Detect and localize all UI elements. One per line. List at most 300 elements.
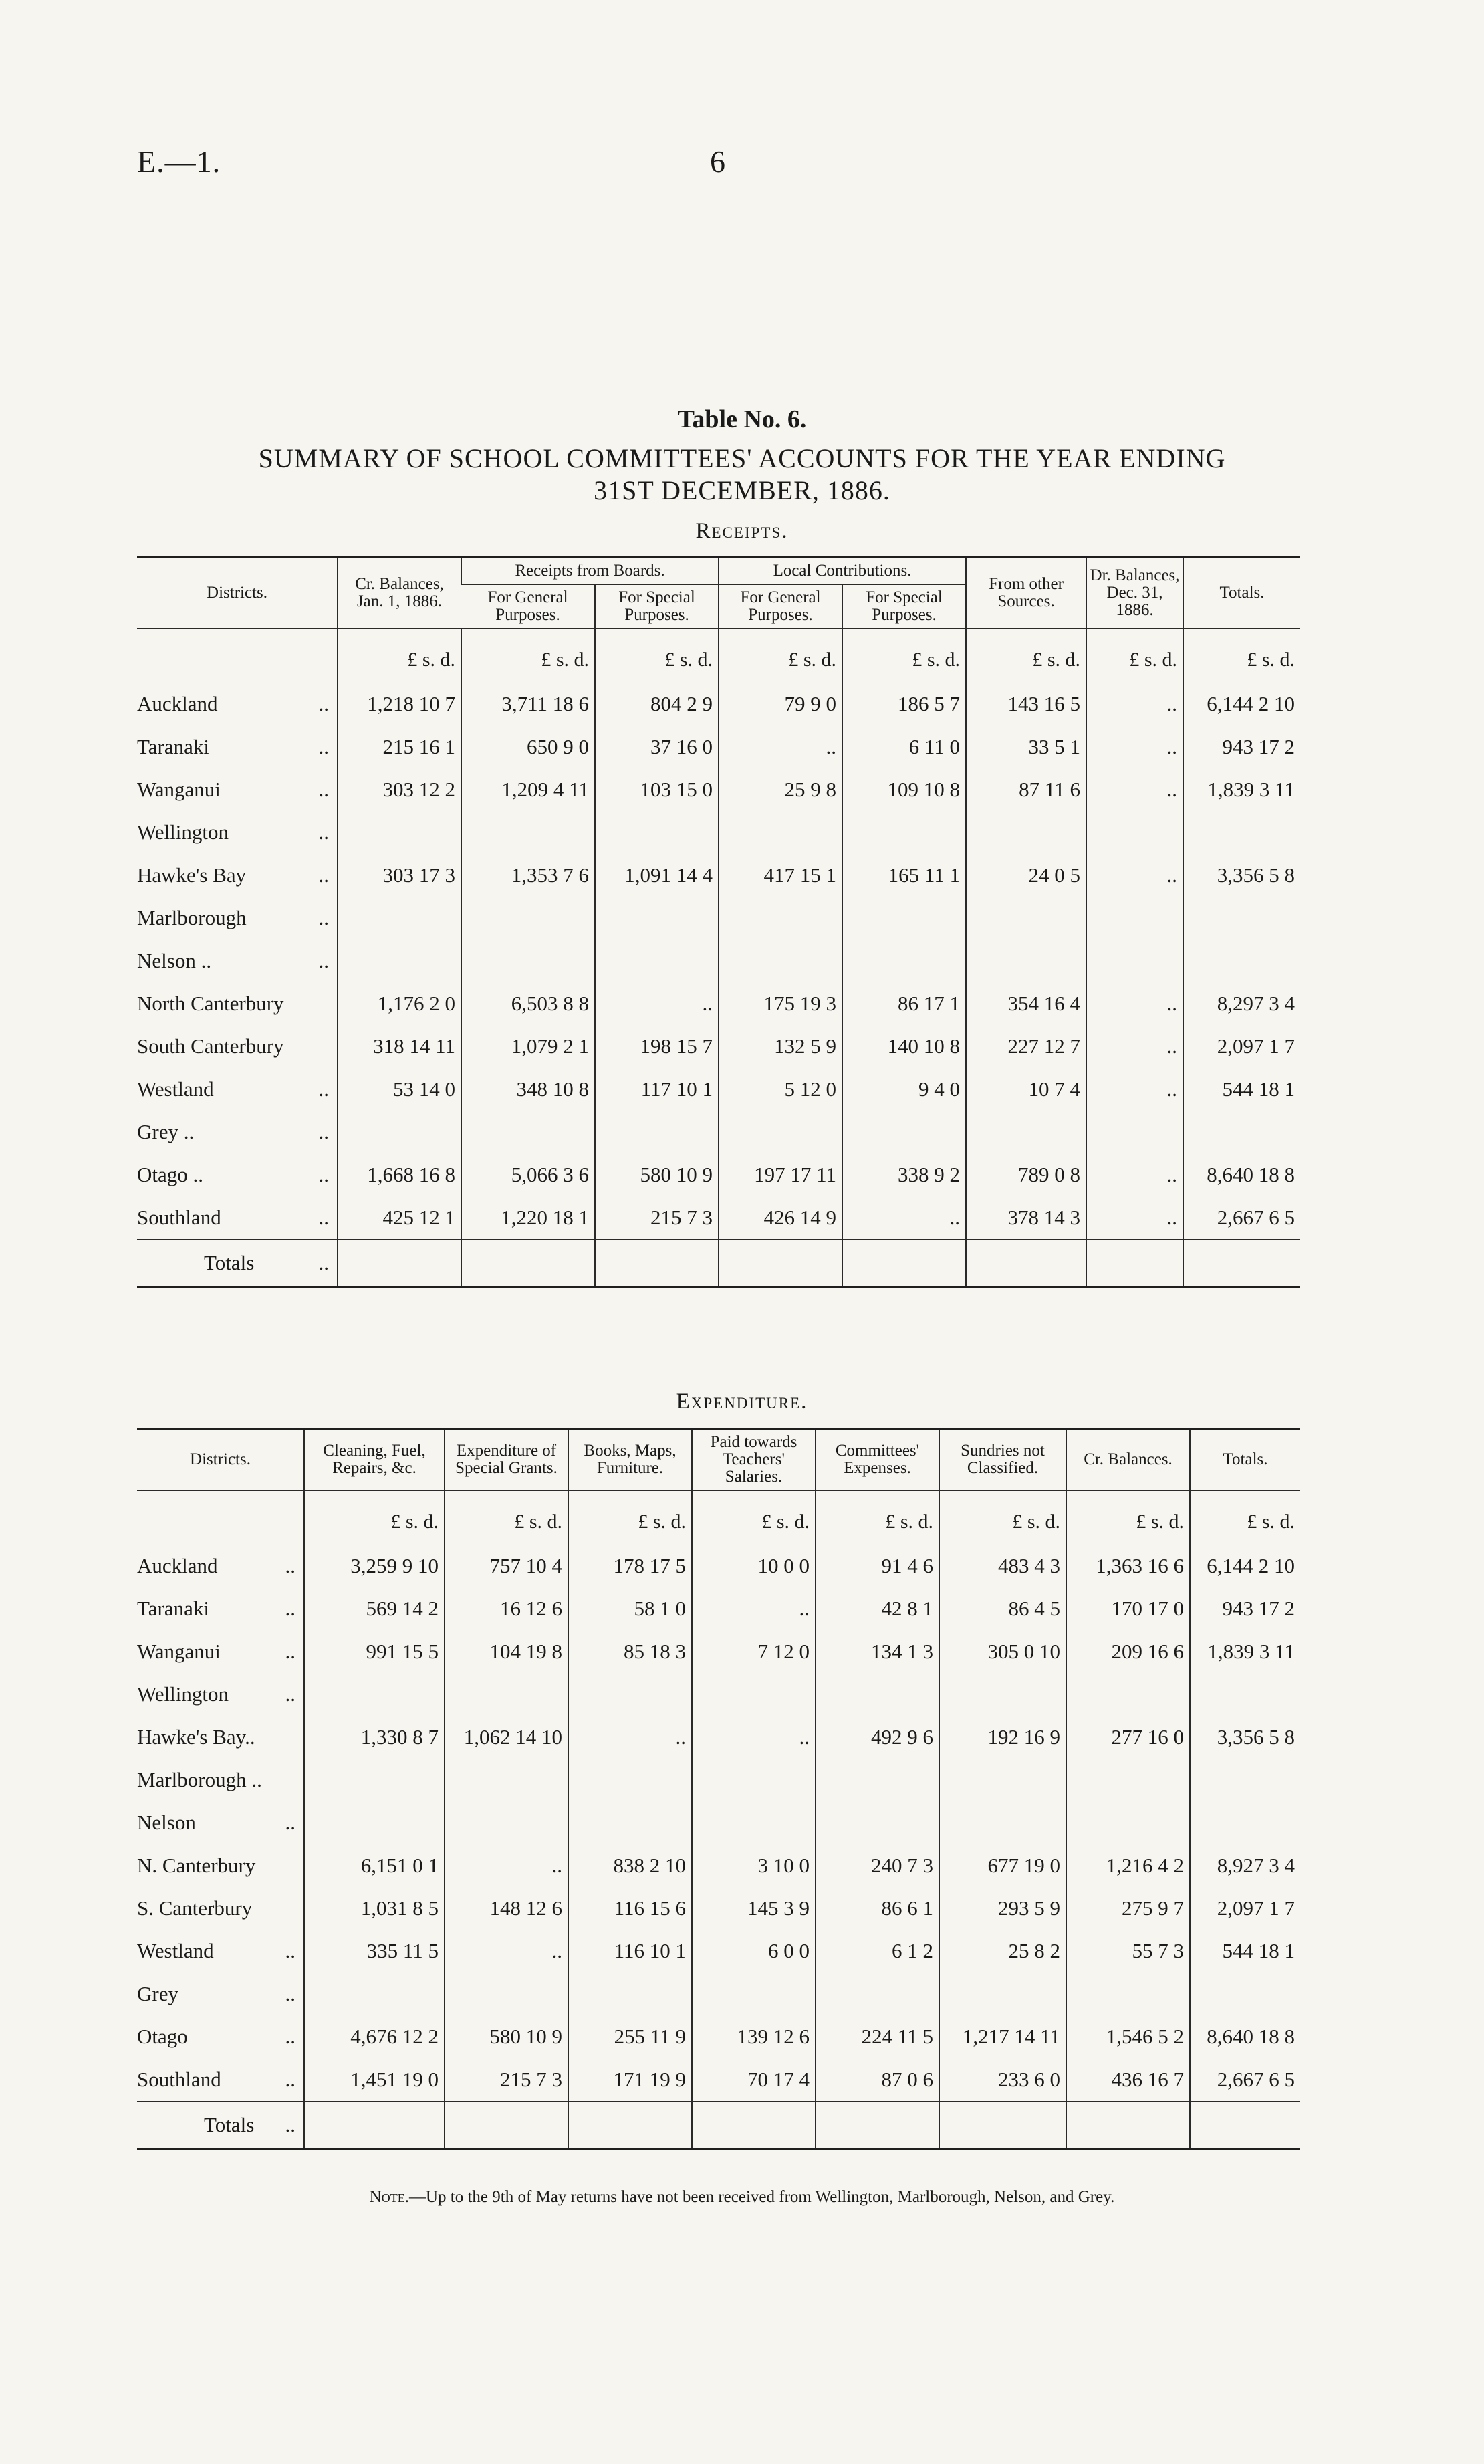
amount-cell: 677 19 0 (939, 1844, 1066, 1887)
amount-cell (338, 939, 461, 982)
district-name: Otago .. (137, 1163, 204, 1186)
amount-cell (1190, 1973, 1300, 2015)
expenditure-header-books: Books, Maps, Furniture. (568, 1429, 692, 1491)
amount-cell: .. (595, 982, 719, 1025)
amount-cell (461, 811, 595, 854)
leader-dots: .. (318, 778, 329, 801)
amount-cell: 544 18 1 (1183, 1068, 1300, 1111)
amount-cell (966, 939, 1086, 982)
unit-label: £ s. d. (595, 629, 719, 683)
amount-cell (1190, 1673, 1300, 1716)
totals-empty-cell (338, 1240, 461, 1287)
leader-dots: .. (285, 2113, 295, 2136)
amount-cell: 33 5 1 (966, 725, 1086, 768)
amount-cell: 436 16 7 (1066, 2058, 1190, 2102)
amount-cell: .. (1086, 683, 1183, 725)
amount-cell: 348 10 8 (461, 1068, 595, 1111)
district-name: Taranaki (137, 1597, 209, 1620)
amount-cell (939, 1801, 1066, 1844)
table-row (137, 854, 1300, 897)
amount-cell (939, 1759, 1066, 1801)
unit-label: £ s. d. (966, 629, 1086, 683)
amount-cell: 1,668 16 8 (338, 1153, 461, 1196)
district-name: Auckland (137, 1554, 218, 1577)
amount-cell: 757 10 4 (445, 1545, 568, 1587)
amount-cell: 378 14 3 (966, 1196, 1086, 1240)
receipts-header-cr-balances: Cr. Balances, Jan. 1, 1886. (338, 558, 461, 629)
amount-cell (338, 1111, 461, 1153)
amount-cell: .. (1086, 982, 1183, 1025)
amount-cell: .. (719, 725, 842, 768)
district-name: Southland (137, 1206, 221, 1229)
amount-cell: 1,330 8 7 (304, 1716, 445, 1759)
amount-cell (445, 1973, 568, 2015)
totals-row (137, 1240, 1300, 1287)
amount-cell (966, 811, 1086, 854)
amount-cell: 8,927 3 4 (1190, 1844, 1300, 1887)
amount-cell: 1,546 5 2 (1066, 2015, 1190, 2058)
amount-cell: 1,031 8 5 (304, 1887, 445, 1930)
district-cell (137, 683, 338, 725)
amount-cell: 3,356 5 8 (1183, 854, 1300, 897)
amount-cell: 10 0 0 (692, 1545, 816, 1587)
table-row (137, 1153, 1300, 1196)
amount-cell: 838 2 10 (568, 1844, 692, 1887)
expenditure-header-committees: Committees' Expenses. (816, 1429, 939, 1491)
amount-cell: 2,097 1 7 (1190, 1887, 1300, 1930)
district-cell (137, 2058, 304, 2102)
table-row (137, 1716, 1300, 1759)
amount-cell: 25 8 2 (939, 1930, 1066, 1973)
expenditure-header-teachers: Paid towards Teachers' Salaries. (692, 1429, 816, 1491)
amount-cell: 293 5 9 (939, 1887, 1066, 1930)
amount-cell: 483 4 3 (939, 1545, 1066, 1587)
amount-cell (842, 1111, 966, 1153)
expenditure-header-districts: Districts. (137, 1429, 304, 1491)
amount-cell: 224 11 5 (816, 2015, 939, 2058)
amount-cell: 86 6 1 (816, 1887, 939, 1930)
amount-cell: 354 16 4 (966, 982, 1086, 1025)
expenditure-units-row (137, 1490, 1300, 1545)
district-name: Otago (137, 2025, 188, 2048)
amount-cell: 91 4 6 (816, 1545, 939, 1587)
amount-cell: 789 0 8 (966, 1153, 1086, 1196)
amount-cell: 109 10 8 (842, 768, 966, 811)
amount-cell: 3,259 9 10 (304, 1545, 445, 1587)
amount-cell: .. (692, 1716, 816, 1759)
amount-cell (1066, 1973, 1190, 2015)
amount-cell: 303 12 2 (338, 768, 461, 811)
district-cell (137, 1930, 304, 1973)
unit-label: £ s. d. (461, 629, 595, 683)
district-cell (137, 1153, 338, 1196)
district-cell (137, 1844, 304, 1887)
district-cell (137, 1196, 338, 1240)
amount-cell: 116 10 1 (568, 1930, 692, 1973)
totals-empty-cell (595, 1240, 719, 1287)
amount-cell: 6 11 0 (842, 725, 966, 768)
amount-cell: 1,176 2 0 (338, 982, 461, 1025)
expenditure-header-totals: Totals. (1190, 1429, 1300, 1491)
table-row (137, 1973, 1300, 2015)
summary-title-line-1: SUMMARY OF SCHOOL COMMITTEES' ACCOUNTS FOR THE YEAR ENDING (258, 443, 1226, 473)
amount-cell (1190, 1801, 1300, 1844)
receipts-header-districts: Districts. (137, 558, 338, 629)
amount-cell (568, 1759, 692, 1801)
table-row (137, 939, 1300, 982)
amount-cell: 8,640 18 8 (1183, 1153, 1300, 1196)
amount-cell (445, 1801, 568, 1844)
amount-cell: 6,144 2 10 (1190, 1545, 1300, 1587)
amount-cell (1183, 811, 1300, 854)
totals-empty-cell (816, 2102, 939, 2149)
table-row (137, 2058, 1300, 2102)
amount-cell: 425 12 1 (338, 1196, 461, 1240)
district-cell (137, 1111, 338, 1153)
totals-empty-cell (939, 2102, 1066, 2149)
table-row (137, 768, 1300, 811)
amount-cell (1183, 897, 1300, 939)
leader-dots: .. (285, 1982, 295, 2005)
leader-dots: .. (318, 692, 329, 715)
district-cell (137, 1673, 304, 1716)
amount-cell: 58 1 0 (568, 1587, 692, 1630)
table-row (137, 1759, 1300, 1801)
amount-cell: .. (1086, 725, 1183, 768)
table-row (137, 1673, 1300, 1716)
amount-cell: 335 11 5 (304, 1930, 445, 1973)
receipts-header-boards-special: For Special Purposes. (595, 584, 719, 629)
district-cell (137, 939, 338, 982)
amount-cell: 25 9 8 (719, 768, 842, 811)
amount-cell (966, 897, 1086, 939)
amount-cell: 7 12 0 (692, 1630, 816, 1673)
amount-cell: 650 9 0 (461, 725, 595, 768)
amount-cell: 1,079 2 1 (461, 1025, 595, 1068)
district-cell (137, 982, 338, 1025)
amount-cell (304, 1759, 445, 1801)
unit-label: £ s. d. (719, 629, 842, 683)
amount-cell: 10 7 4 (966, 1068, 1086, 1111)
amount-cell: 4,676 12 2 (304, 2015, 445, 2058)
amount-cell: 143 16 5 (966, 683, 1086, 725)
totals-empty-cell (1183, 1240, 1300, 1287)
amount-cell: 171 19 9 (568, 2058, 692, 2102)
amount-cell: .. (1086, 1196, 1183, 1240)
receipts-header-other-sources: From other Sources. (966, 558, 1086, 629)
amount-cell (568, 1973, 692, 2015)
units-blank (137, 629, 338, 683)
amount-cell: 37 16 0 (595, 725, 719, 768)
amount-cell (1190, 1759, 1300, 1801)
receipts-header-dr-balances: Dr. Balances, Dec. 31, 1886. (1086, 558, 1183, 629)
amount-cell: 85 18 3 (568, 1630, 692, 1673)
amount-cell: 165 11 1 (842, 854, 966, 897)
totals-label: Totals (204, 1251, 255, 1274)
table-row (137, 1844, 1300, 1887)
amount-cell: 943 17 2 (1183, 725, 1300, 768)
amount-cell: 1,220 18 1 (461, 1196, 595, 1240)
amount-cell: 55 7 3 (1066, 1930, 1190, 1973)
expenditure-section-title: Expenditure. (676, 1389, 808, 1414)
district-name: Nelson .. (137, 949, 212, 972)
district-name: Wellington (137, 820, 229, 844)
amount-cell: 3,356 5 8 (1190, 1716, 1300, 1759)
unit-label: £ s. d. (1183, 629, 1300, 683)
amount-cell (445, 1673, 568, 1716)
amount-cell: 8,297 3 4 (1183, 982, 1300, 1025)
amount-cell: 53 14 0 (338, 1068, 461, 1111)
amount-cell: 175 19 3 (719, 982, 842, 1025)
amount-cell: 79 9 0 (719, 683, 842, 725)
district-name: Grey .. (137, 1120, 195, 1143)
table-row (137, 1545, 1300, 1587)
district-name: Auckland (137, 692, 218, 715)
unit-label: £ s. d. (304, 1490, 445, 1545)
totals-label-cell (137, 2102, 304, 2149)
amount-cell (304, 1673, 445, 1716)
unit-label: £ s. d. (1086, 629, 1183, 683)
amount-cell (568, 1673, 692, 1716)
table-row (137, 1111, 1300, 1153)
receipts-section-title: Receipts. (695, 519, 789, 543)
amount-cell: 305 0 10 (939, 1630, 1066, 1673)
leader-dots: .. (318, 735, 329, 758)
amount-cell: 104 19 8 (445, 1630, 568, 1673)
leader-dots: .. (318, 1120, 329, 1143)
units-blank (137, 1490, 304, 1545)
amount-cell (1183, 939, 1300, 982)
amount-cell (816, 1973, 939, 2015)
amount-cell (816, 1801, 939, 1844)
amount-cell: 5,066 3 6 (461, 1153, 595, 1196)
district-name: N. Canterbury (137, 1854, 256, 1877)
amount-cell: .. (1086, 1068, 1183, 1111)
table-row (137, 2015, 1300, 2058)
leader-dots: .. (318, 820, 329, 844)
totals-empty-cell (719, 1240, 842, 1287)
amount-cell: 198 15 7 (595, 1025, 719, 1068)
amount-cell: 24 0 5 (966, 854, 1086, 897)
amount-cell (719, 811, 842, 854)
amount-cell (719, 897, 842, 939)
leader-dots: .. (285, 1682, 295, 1706)
amount-cell: 943 17 2 (1190, 1587, 1300, 1630)
totals-empty-cell (461, 1240, 595, 1287)
amount-cell (461, 897, 595, 939)
amount-cell: 1,091 14 4 (595, 854, 719, 897)
amount-cell: 148 12 6 (445, 1887, 568, 1930)
amount-cell: .. (692, 1587, 816, 1630)
amount-cell: 804 2 9 (595, 683, 719, 725)
amount-cell: 209 16 6 (1066, 1630, 1190, 1673)
totals-row (137, 2102, 1300, 2149)
amount-cell: 87 11 6 (966, 768, 1086, 811)
amount-cell: 1,839 3 11 (1190, 1630, 1300, 1673)
district-cell (137, 1887, 304, 1930)
amount-cell: .. (1086, 854, 1183, 897)
leader-dots: .. (285, 1811, 295, 1834)
unit-label: £ s. d. (568, 1490, 692, 1545)
amount-cell: 580 10 9 (595, 1153, 719, 1196)
receipts-header-local-general: For General Purposes. (719, 584, 842, 629)
amount-cell (1086, 1111, 1183, 1153)
district-name: Westland (137, 1939, 214, 1963)
amount-cell (445, 1759, 568, 1801)
leader-dots: .. (285, 1554, 295, 1577)
amount-cell: 139 12 6 (692, 2015, 816, 2058)
district-cell (137, 1025, 338, 1068)
amount-cell: .. (568, 1716, 692, 1759)
amount-cell: 417 15 1 (719, 854, 842, 897)
amount-cell (692, 1759, 816, 1801)
district-name: Hawke's Bay.. (137, 1725, 255, 1749)
amount-cell (1183, 1111, 1300, 1153)
leader-dots: .. (318, 1206, 329, 1229)
amount-cell: 1,839 3 11 (1183, 768, 1300, 811)
receipts-header-boards-general: For General Purposes. (461, 584, 595, 629)
table-row (137, 982, 1300, 1025)
district-name: Wanganui (137, 778, 221, 801)
amount-cell (939, 1673, 1066, 1716)
expenditure-header-special-grants: Expenditure of Special Grants. (445, 1429, 568, 1491)
amount-cell: 132 5 9 (719, 1025, 842, 1068)
footnote-lead: Note. (369, 2188, 409, 2206)
amount-cell: 255 11 9 (568, 2015, 692, 2058)
receipts-header-local-special: For Special Purposes. (842, 584, 966, 629)
amount-cell: 178 17 5 (568, 1545, 692, 1587)
receipts-table (137, 556, 1300, 1288)
summary-title-line-2: 31ST DECEMBER, 1886. (594, 475, 890, 506)
district-cell (137, 854, 338, 897)
amount-cell: .. (1086, 1153, 1183, 1196)
district-name: Southland (137, 2067, 221, 2091)
table-row (137, 1068, 1300, 1111)
district-name: Nelson (137, 1811, 196, 1834)
amount-cell (1086, 897, 1183, 939)
amount-cell: 1,217 14 11 (939, 2015, 1066, 2058)
amount-cell: 215 7 3 (595, 1196, 719, 1240)
amount-cell: 197 17 11 (719, 1153, 842, 1196)
amount-cell (461, 1111, 595, 1153)
amount-cell: .. (445, 1844, 568, 1887)
amount-cell: 2,667 6 5 (1183, 1196, 1300, 1240)
table-row (137, 811, 1300, 854)
amount-cell (692, 1973, 816, 2015)
amount-cell (1086, 811, 1183, 854)
amount-cell (1066, 1759, 1190, 1801)
amount-cell: 6,144 2 10 (1183, 683, 1300, 725)
amount-cell: 5 12 0 (719, 1068, 842, 1111)
footnote-text: —Up to the 9th of May returns have not been received from Wellington, Marlborough, Nelson, and Grey. (408, 2188, 1115, 2206)
amount-cell: 9 4 0 (842, 1068, 966, 1111)
amount-cell: 3,711 18 6 (461, 683, 595, 725)
amount-cell: 1,062 14 10 (445, 1716, 568, 1759)
leader-dots: .. (318, 1163, 329, 1186)
amount-cell (1086, 939, 1183, 982)
amount-cell: 16 12 6 (445, 1587, 568, 1630)
amount-cell: 86 4 5 (939, 1587, 1066, 1630)
district-name: Taranaki (137, 735, 209, 758)
amount-cell (719, 939, 842, 982)
totals-empty-cell (445, 2102, 568, 2149)
unit-label: £ s. d. (692, 1490, 816, 1545)
table-title: Table No. 6. (677, 405, 807, 433)
totals-label: Totals (204, 2113, 255, 2136)
unit-label: £ s. d. (445, 1490, 568, 1545)
leader-dots: .. (318, 863, 329, 887)
amount-cell: 318 14 11 (338, 1025, 461, 1068)
amount-cell (595, 1111, 719, 1153)
unit-label: £ s. d. (939, 1490, 1066, 1545)
totals-empty-cell (1066, 2102, 1190, 2149)
district-cell (137, 1630, 304, 1673)
totals-empty-cell (568, 2102, 692, 2149)
district-name: Marlborough (137, 906, 247, 929)
leader-dots: .. (285, 2025, 295, 2048)
district-cell (137, 768, 338, 811)
amount-cell (842, 939, 966, 982)
table-row (137, 1587, 1300, 1630)
amount-cell: 215 7 3 (445, 2058, 568, 2102)
amount-cell: 277 16 0 (1066, 1716, 1190, 1759)
amount-cell: 227 12 7 (966, 1025, 1086, 1068)
amount-cell (692, 1673, 816, 1716)
leader-dots: .. (285, 1640, 295, 1663)
district-name: S. Canterbury (137, 1896, 253, 1920)
amount-cell: 2,667 6 5 (1190, 2058, 1300, 2102)
amount-cell: 426 14 9 (719, 1196, 842, 1240)
totals-empty-cell (966, 1240, 1086, 1287)
amount-cell: 338 9 2 (842, 1153, 966, 1196)
district-name: Wellington (137, 1682, 229, 1706)
amount-cell: 103 15 0 (595, 768, 719, 811)
amount-cell: 6 1 2 (816, 1930, 939, 1973)
amount-cell (842, 811, 966, 854)
amount-cell: 6 0 0 (692, 1930, 816, 1973)
amount-cell: 544 18 1 (1190, 1930, 1300, 1973)
district-cell (137, 2015, 304, 2058)
totals-empty-cell (1086, 1240, 1183, 1287)
amount-cell (304, 1801, 445, 1844)
expenditure-header-cr-balances: Cr. Balances. (1066, 1429, 1190, 1491)
amount-cell (816, 1759, 939, 1801)
unit-label: £ s. d. (1190, 1490, 1300, 1545)
amount-cell: 134 1 3 (816, 1630, 939, 1673)
amount-cell: 70 17 4 (692, 2058, 816, 2102)
amount-cell: 275 9 7 (1066, 1887, 1190, 1930)
district-cell (137, 725, 338, 768)
leader-dots: .. (285, 1597, 295, 1620)
table-row (137, 1887, 1300, 1930)
amount-cell: 991 15 5 (304, 1630, 445, 1673)
receipts-header-local-contributions: Local Contributions. (719, 558, 966, 585)
amount-cell: 140 10 8 (842, 1025, 966, 1068)
district-cell (137, 811, 338, 854)
amount-cell: 1,218 10 7 (338, 683, 461, 725)
amount-cell: 87 0 6 (816, 2058, 939, 2102)
district-cell (137, 897, 338, 939)
table-row (137, 897, 1300, 939)
amount-cell (842, 897, 966, 939)
totals-label-cell (137, 1240, 338, 1287)
amount-cell: 6,503 8 8 (461, 982, 595, 1025)
amount-cell: 1,353 7 6 (461, 854, 595, 897)
amount-cell: 186 5 7 (842, 683, 966, 725)
amount-cell: 116 15 6 (568, 1887, 692, 1930)
table-row (137, 683, 1300, 725)
table-row (137, 1930, 1300, 1973)
